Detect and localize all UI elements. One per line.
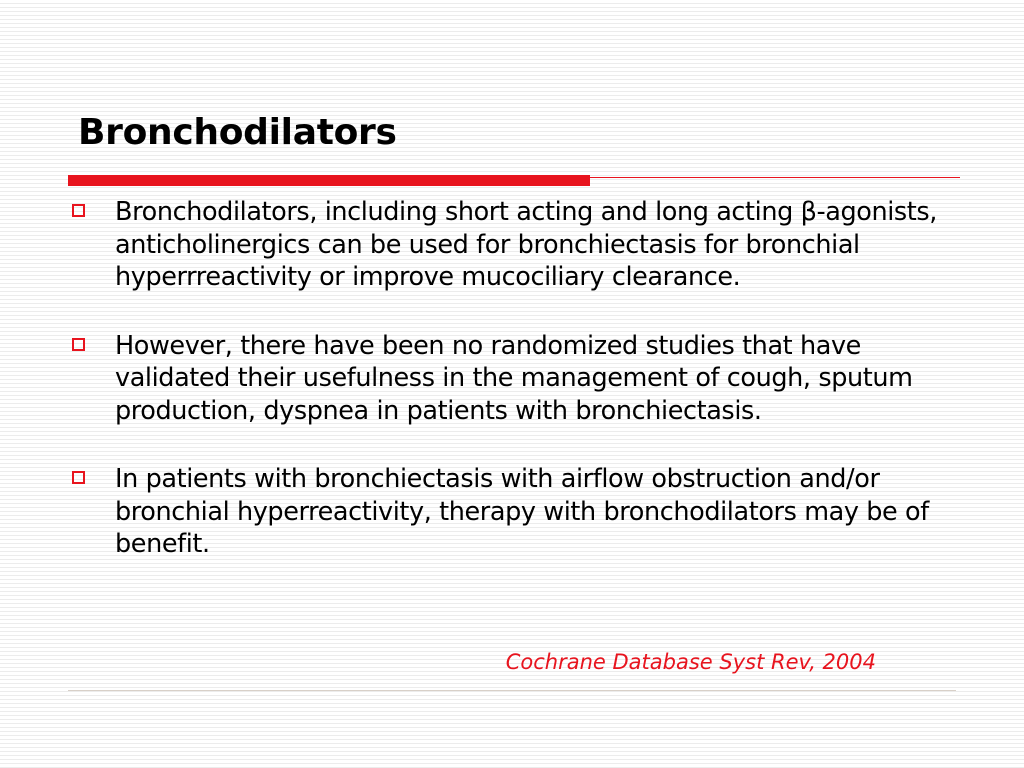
bullet-text: In patients with bronchiectasis with airflow obstruction and/or bronchial hyperreactivity, therapy with bronchodilators may be of benefit. <box>115 464 929 559</box>
title-underline-thin <box>590 177 960 178</box>
bullet-list <box>68 196 968 597</box>
square-bullet-icon <box>72 338 85 351</box>
slide-title: Bronchodilators <box>78 112 397 153</box>
citation: Cochrane Database Syst Rev, 2004 <box>505 650 876 674</box>
bullet-item <box>68 330 968 428</box>
bullet-text: However, there have been no randomized studies that have validated their usefulness in the management of cough, sputum production, dyspnea in patients with bronchiectasis. <box>115 330 913 426</box>
title-underline-thick <box>68 175 590 186</box>
square-bullet-icon <box>72 204 85 217</box>
bullet-item <box>68 463 968 561</box>
bullet-text: Bronchodilators, including short acting and long acting β-agonists, anticholinergics can be used for bronchiectasis for bronchial hyperrreactivity or improve mucociliary clearance. <box>115 197 937 292</box>
square-bullet-icon <box>72 471 85 484</box>
bullet-item <box>68 196 968 294</box>
footer-rule <box>68 690 956 691</box>
